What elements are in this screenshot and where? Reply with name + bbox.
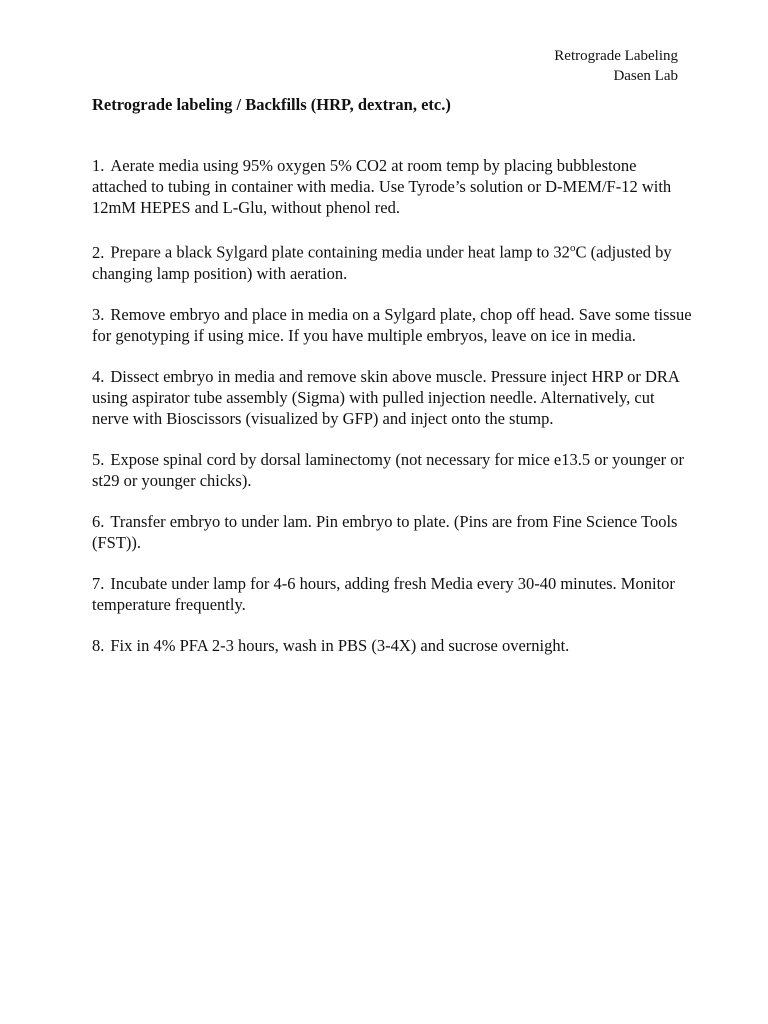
step-number: 8. xyxy=(92,635,105,655)
step-7 xyxy=(92,573,692,615)
page-header xyxy=(554,46,678,86)
step-4 xyxy=(92,366,692,429)
step-1 xyxy=(92,155,692,218)
step-5 xyxy=(92,449,692,491)
step-number: 3. xyxy=(92,304,105,324)
step-text: Transfer embryo to under lam. Pin embryo to plate. (Pins are from Fine Science Tools (FST)). xyxy=(92,511,678,552)
step-number: 6. xyxy=(92,511,105,531)
step-2 xyxy=(92,238,692,284)
step-6 xyxy=(92,511,692,553)
step-8 xyxy=(92,635,692,656)
step-text: Dissect embryo in media and remove skin above muscle. Pressure inject HRP or DRA using aspirator tube assembly (Sigma) with pulled injection needle. Alternatively, cut nerve with Bioscissors (visualized by GFP) and inject onto the stump. xyxy=(92,366,679,428)
document-title: Retrograde labeling / Backfills (HRP, dextran, etc.) xyxy=(92,95,451,114)
step-text: Aerate media using 95% oxygen 5% CO2 at room temp by placing bubblestone attached to tubing in container with media. Use Tyrode’s solution or D-MEM/F-12 with 12mM HEPES and L-Glu, without phenol red. xyxy=(92,156,672,217)
step-text-part2: C (adjusted by changing lamp position) with aeration. xyxy=(92,242,672,283)
step-text: Fix in 4% PFA 2-3 hours, wash in PBS (3-4X) and sucrose overnight. xyxy=(110,635,570,655)
step-number: 2. xyxy=(92,242,105,262)
header-document-name: Retrograde Labeling xyxy=(554,48,678,64)
step-number: 7. xyxy=(92,573,105,593)
step-text: Incubate under lamp for 4-6 hours, adding fresh Media every 30-40 minutes. Monitor temperature frequently. xyxy=(92,573,675,614)
step-number: 4. xyxy=(92,366,105,386)
step-3 xyxy=(92,304,692,346)
step-text: Expose spinal cord by dorsal laminectomy (not necessary for mice e13.5 or younger or st29 or younger chicks). xyxy=(92,449,685,490)
degree-superscript: o xyxy=(569,242,576,254)
step-number: 5. xyxy=(92,449,105,469)
step-text-part1: Prepare a black Sylgard plate containing media under heat lamp to 32 xyxy=(110,242,570,262)
step-number: 1. xyxy=(92,156,105,175)
step-text: Remove embryo and place in media on a Sylgard plate, chop off head. Save some tissue for genotyping if using mice. If you have multiple embryos, leave on ice in media. xyxy=(92,304,692,345)
header-lab-name: Dasen Lab xyxy=(613,68,678,84)
protocol-steps xyxy=(92,155,692,676)
